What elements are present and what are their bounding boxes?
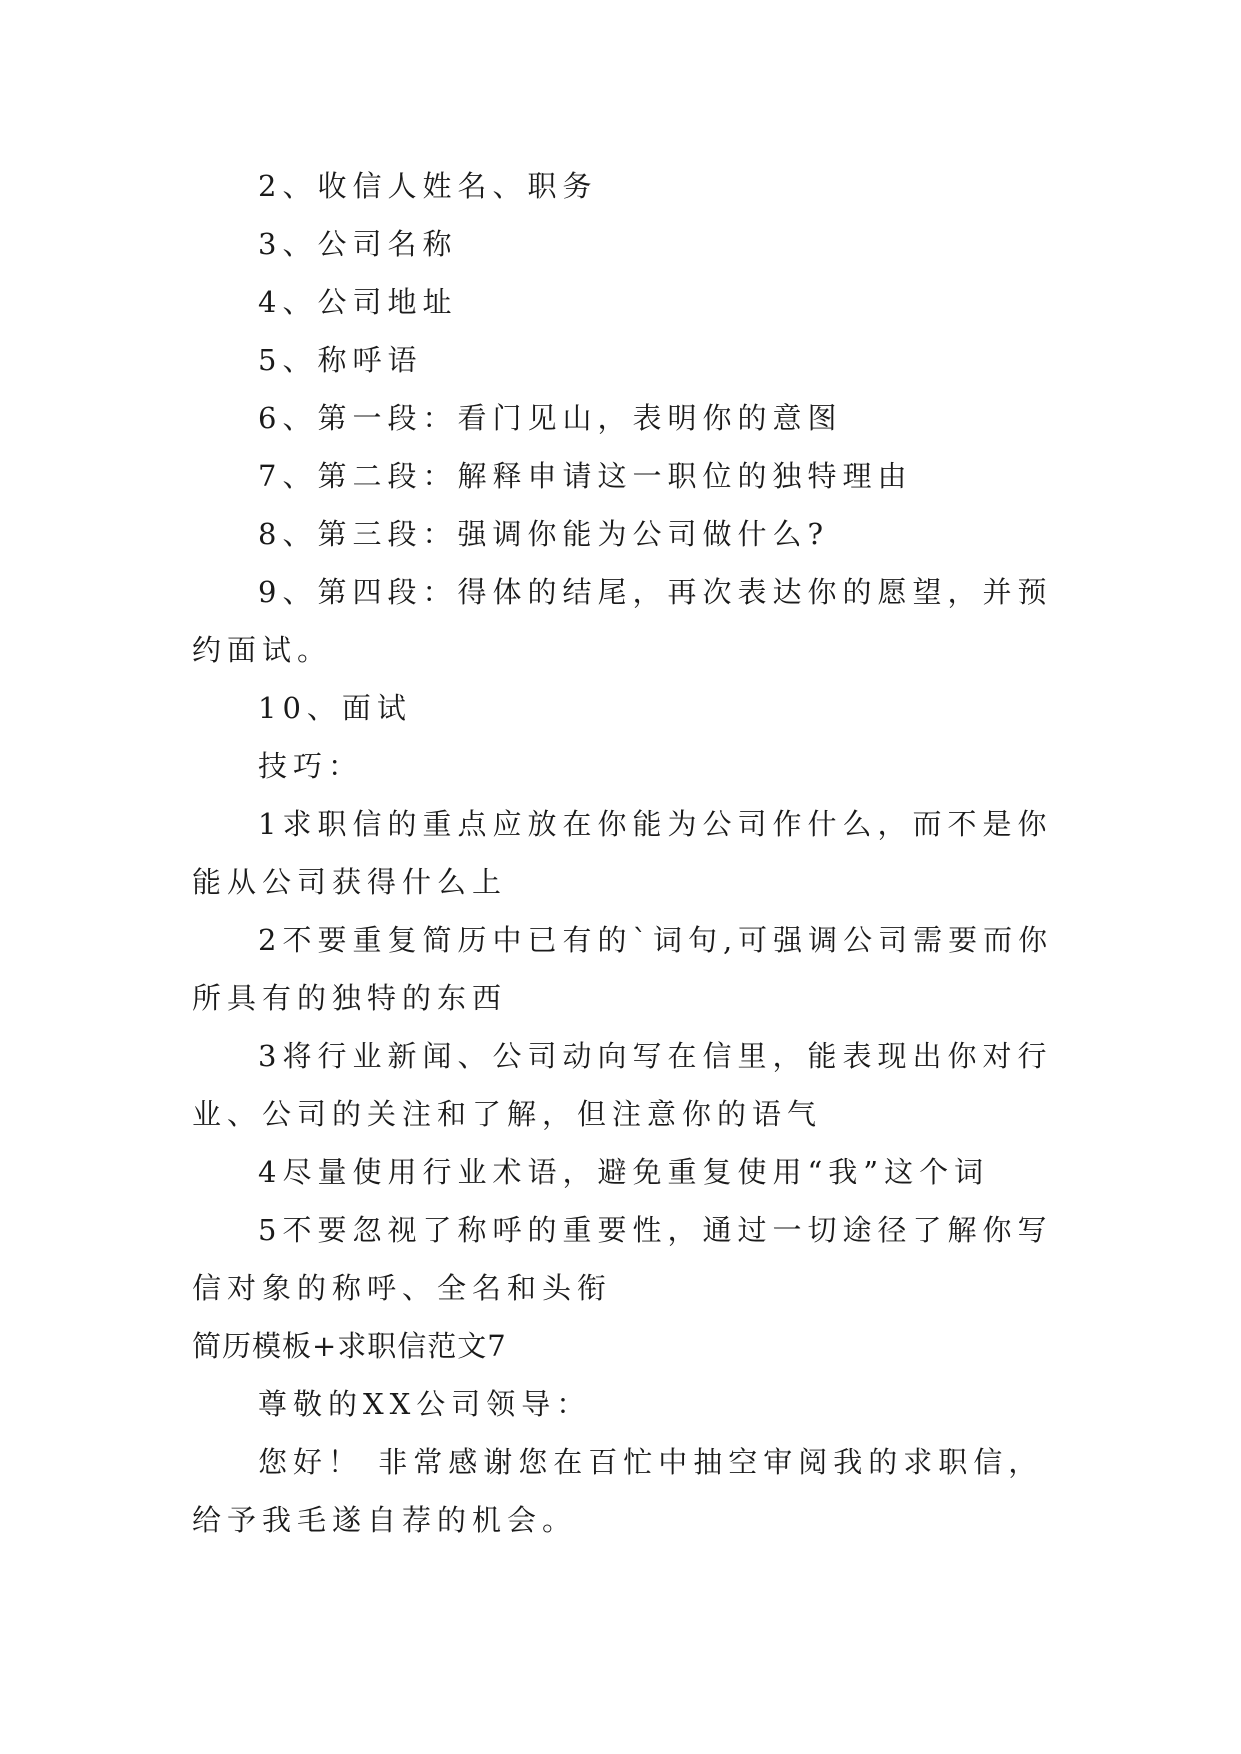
paragraph: 9、第四段：得体的结尾，再次表达你的愿望，并预约面试。 <box>192 575 1053 667</box>
section-heading: 技巧： <box>258 749 364 783</box>
paragraph: 1求职信的重点应放在你能为公司作什么，而不是你能从公司获得什么上 <box>192 807 1053 899</box>
paragraph: 4尽量使用行业术语，避免重复使用“我”这个词 <box>258 1155 990 1189</box>
section-title: 简历模板+求职信范文7 <box>192 1329 507 1363</box>
paragraph: 2不要重复简历中已有的`词句,可强调公司需要而你所具有的独特的东西 <box>192 923 1054 1015</box>
paragraph: 10、面试 <box>258 691 412 725</box>
paragraph: 3将行业新闻、公司动向写在信里，能表现出你对行业、公司的关注和了解，但注意你的语气 <box>192 1039 1053 1131</box>
document-body <box>192 157 1072 1549</box>
paragraph: 5不要忽视了称呼的重要性，通过一切途径了解你写信对象的称呼、全名和头衔 <box>192 1213 1053 1305</box>
paragraph: 7、第二段：解释申请这一职位的独特理由 <box>258 459 913 493</box>
paragraph: 3、公司名称 <box>258 227 458 261</box>
paragraph: 5、称呼语 <box>258 343 423 377</box>
paragraph: 8、第三段：强调你能为公司做什么? <box>258 517 829 551</box>
paragraph: 4、公司地址 <box>258 285 458 319</box>
paragraph: 2、收信人姓名、职务 <box>258 169 598 203</box>
salutation: 尊敬的XX公司领导： <box>258 1387 592 1421</box>
paragraph: 6、第一段：看门见山，表明你的意图 <box>258 401 843 435</box>
paragraph: 您好！ 非常感谢您在百忙中抽空审阅我的求职信，给予我毛遂自荐的机会。 <box>192 1445 1044 1537</box>
